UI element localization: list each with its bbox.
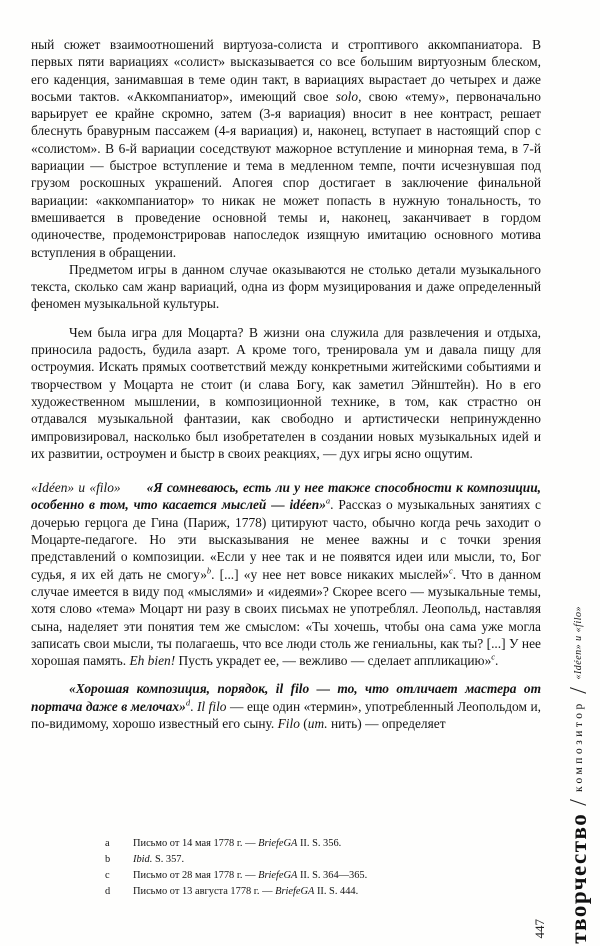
paragraph-text: — еще один «термин», употребленный Леопольдом и, по-видимому, хорошо известный его сыну.: [31, 698, 541, 731]
paragraph-text: ный сюжет взаимоотношений виртуоза-солиста и строптивого аккомпаниатора. В первых пяти вариациях «солист» высказывается со все большим виртуозным блеском, его каденция, занимавшая в теме один такт, в вариациях вырастает до четырех и даже восьми тактов. «Аккомпаниатор», имеющий свое: [31, 37, 541, 104]
paragraph-text: , свою «тему», первоначально варьирует ее крайне скромно, затем (3-я вариация) вносит в нее контраст, решает блеснуть бравурным пассажем (4-я вариация) и, наконец, вступает в настоящий спор с «солистом». В 6-й вариации соседствуют мажорное вступление и минорная тема, в 7-й вариации — быстрое вступление и тема в медленном темпе, почти исчезнувшая под грузом роскошных украшений. Апогея спор достигает в заключение финальной вариации: «аккомпаниатор» то никак не может попасть в нужную тональность, то вмешивается в проведение основной темы и, наконец, заканчивает в гордом одиночестве, продемонстрировав напоследок изящную имитацию основного мотива вступления в обращении.: [31, 88, 541, 260]
footnote-cite: Ibid.: [133, 854, 153, 865]
footnote-label: c: [105, 870, 110, 881]
footnote-marker-c: c: [449, 565, 453, 576]
margin-divider: /: [566, 686, 592, 694]
footnote-label: b: [105, 854, 111, 865]
footnote-pre: Письмо от 28 мая 1778 г. —: [133, 870, 259, 881]
main-text-column: [31, 36, 541, 732]
footnote-b: [31, 852, 541, 868]
footnote-pre: Письмо от 13 августа 1778 г. —: [133, 886, 276, 897]
italic-term-solo: solo: [335, 88, 359, 104]
footnote-cite: BriefeGA: [258, 838, 298, 849]
margin-divider: /: [566, 799, 592, 806]
quote-bold-italic: «Хорошая композиция, порядок, il filo — то, что отличает мастера от портача даже в мелочах»: [31, 681, 541, 714]
paragraph-text: . Что в данном случае имеется в виду под «мыслями» и «идеями»? Скорее всего — музыкальные темы, хотя слово «тема» Моцарт ни разу в своих письмах не употреблял. Леопольд, наставляя сына, наделяет эти понятия тем же смыслом: «Ты хочешь, чтобы она сама уже могла записать свои мысли, ты полагаешь, что все люди столь же гениальны, как ты? [...] У нее хорошая память.: [31, 566, 541, 669]
paragraph-subject-of-game: Предметом игры в данном случае оказываются не столько детали музыкального текста, сколько сам жанр вариаций, одна из форм музицирования и даже определенный феномен музыкальной культуры.: [31, 261, 541, 312]
footnote-cite: BriefeGA: [275, 886, 315, 897]
footnote-marker-d: d: [185, 697, 191, 708]
footnote-post: II. S. 356.: [297, 838, 342, 849]
footnote-c: [31, 868, 541, 884]
footnote-marker-b: b: [206, 565, 212, 576]
paragraph-text: Пусть украдет ее, — вежливо — сделает аппликацию»: [175, 653, 492, 669]
margin-section-title: творчество: [566, 812, 591, 944]
quote-bold-italic: «Я сомневаюсь, есть ли у нее также способности к композиции, особенно в том, что касается мыслей — idéen»: [31, 480, 542, 513]
footnote-d: [31, 884, 541, 900]
margin-subsection-title: «Idéen» и «filo»: [573, 606, 584, 680]
footnote-a: [31, 836, 541, 852]
footnotes-block: [31, 836, 541, 900]
footnote-post: II. S. 364—365.: [297, 870, 368, 881]
footnote-post: II. S. 444.: [314, 886, 359, 897]
paragraph-ideen-filo: [31, 479, 541, 669]
page-number: 447: [532, 918, 547, 938]
footnote-text: [133, 868, 541, 884]
paragraph-good-composition: [31, 680, 541, 732]
footnote-marker-a: a: [325, 495, 331, 506]
footnote-post: S. 357.: [152, 854, 185, 865]
paragraph-variations: [31, 36, 541, 261]
footnote-text: [133, 836, 541, 852]
paragraph-text: . Рассказ о музыкальных занятиях с дочерью герцога де Гина (Париж, 1778) цитируют часто, обычно когда речь заходит о Моцарте-педагоге. Но эти высказывания не менее важны и с точки зрения представлений о композиции. «Если у нее так и не появятся идеи или мысли, то, Бог судья, я их ей дать не смогу»: [31, 497, 542, 582]
paragraph-text: нить) — определяет: [327, 715, 446, 731]
margin-chapter-title: композитор: [573, 700, 585, 793]
paragraph-game-for-mozart: Чем была игра для Моцарта? В жизни она служила для развлечения и отдыха, приносила радость, будила азарт. А кроме того, тренировала ум и давала пищу для остроумия. Искать прямых соответствий между конкретными житейскими событиями и творчеством у Моцарта не стоит (и слава Богу, как заметил Эйнштейн). Но в его художественном мышлении, в композиционной технике, в том, как страстно он отдавался музыкальной фантазии, как свободно и артистически непринужденно импровизировал, насколько был изобретателен в создании новых музыкальных идей и их развитии, остроумен и быстр в своих реакциях, — дух игры ясно ощутим.: [31, 324, 541, 461]
paragraph-text: . [...] «у нее нет вовсе никаких мыслей»: [211, 566, 450, 582]
paragraph-text: .: [190, 698, 197, 714]
running-margin-title: [566, 606, 593, 944]
paragraph-text: (: [299, 715, 308, 731]
italic-term-il-filo: Il filo: [196, 698, 227, 714]
footnote-text: [133, 852, 541, 868]
italic-phrase-eh-bien: Eh bien!: [129, 653, 176, 669]
section-heading-ideen-filo: «Idéen» и «filo»: [31, 480, 121, 496]
italic-abbr-it: ит.: [307, 715, 328, 731]
footnote-label: d: [105, 886, 111, 897]
footnote-label: a: [105, 838, 110, 849]
italic-term-filo: Filo: [277, 715, 300, 731]
footnote-text: [133, 884, 541, 900]
footnote-pre: Письмо от 14 мая 1778 г. —: [133, 838, 259, 849]
paragraph-text: .: [495, 653, 499, 669]
footnote-marker-c2: c: [491, 651, 496, 662]
footnote-cite: BriefeGA: [258, 870, 298, 881]
